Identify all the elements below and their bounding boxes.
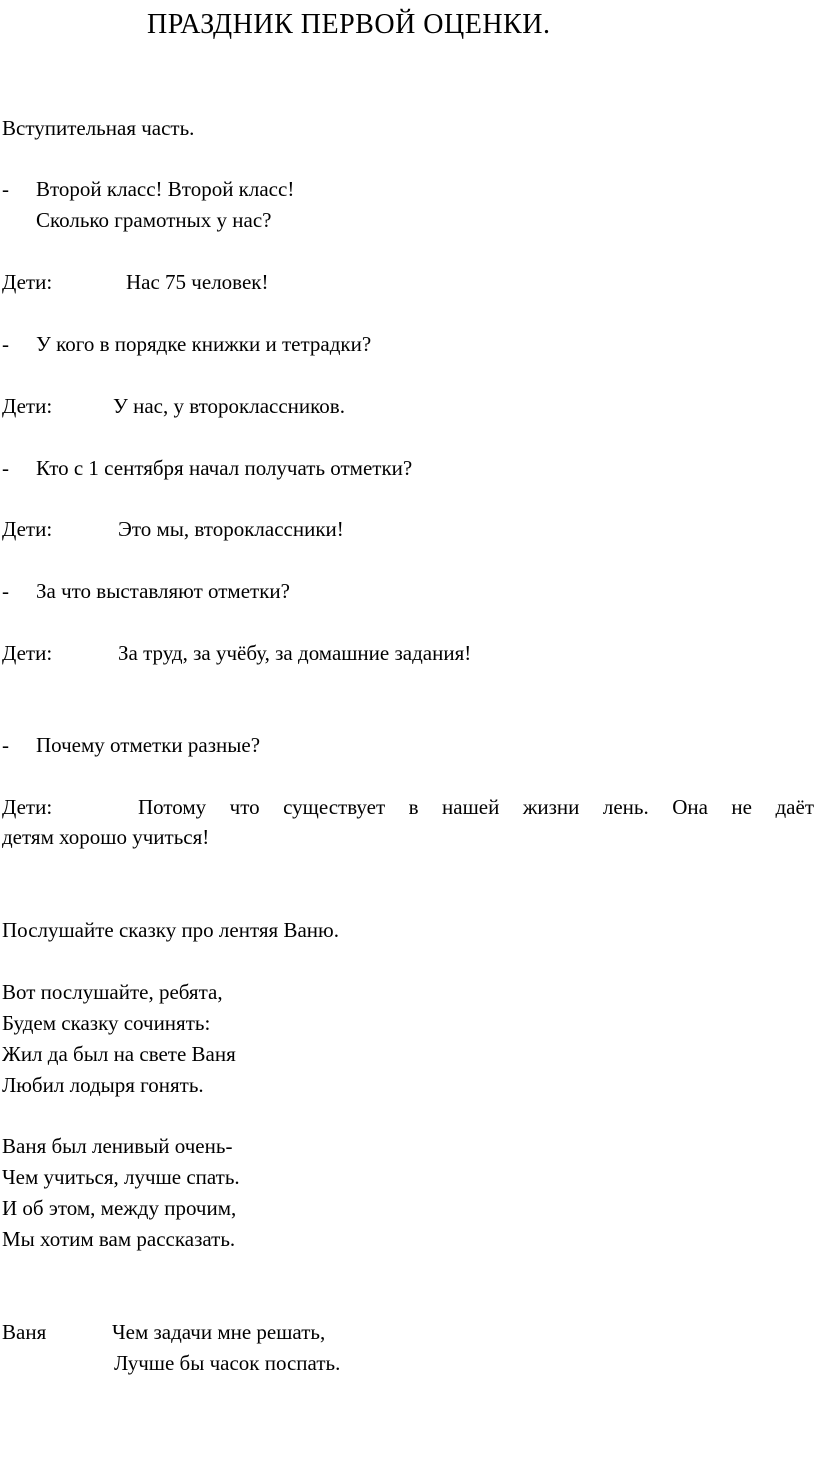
answer-3: Это мы, второклассники! xyxy=(118,517,344,541)
tale-intro: Послушайте сказку про лентяя Ваню. xyxy=(2,918,339,942)
dash-5: - xyxy=(2,733,9,757)
verse-1-line-2: Будем сказку сочинять: xyxy=(2,1011,211,1035)
children-label-5: Дети: xyxy=(2,795,53,819)
answer-5-line-2: детям хорошо учиться! xyxy=(2,825,210,849)
answer-5-line-1: Потому что существует в нашей жизни лень. Она не даёт xyxy=(138,795,814,819)
question-1-line-1: Второй класс! Второй класс! xyxy=(36,177,295,201)
vanya-line-2: Лучше бы часок поспать. xyxy=(114,1351,341,1375)
answer-1: Нас 75 человек! xyxy=(126,270,269,294)
dash-1: - xyxy=(2,177,9,201)
dash-4: - xyxy=(2,579,9,603)
verse-2-line-3: И об этом, между прочим, xyxy=(2,1196,237,1220)
dash-3: - xyxy=(2,456,9,480)
intro-heading: Вступительная часть. xyxy=(2,116,195,140)
verse-1-line-4: Любил лодыря гонять. xyxy=(2,1073,204,1097)
verse-2-line-4: Мы хотим вам рассказать. xyxy=(2,1227,236,1251)
vanya-label: Ваня xyxy=(2,1320,47,1344)
children-label-1: Дети: xyxy=(2,270,53,294)
children-label-2: Дети: xyxy=(2,394,53,418)
verse-2-line-1: Ваня был ленивый очень- xyxy=(2,1134,233,1158)
question-1-line-2: Сколько грамотных у нас? xyxy=(36,208,272,232)
verse-1-line-3: Жил да был на свете Ваня xyxy=(2,1042,236,1066)
answer-4: За труд, за учёбу, за домашние задания! xyxy=(118,641,472,665)
answer-2: У нас, у второклассников. xyxy=(113,394,345,418)
page-title: ПРАЗДНИК ПЕРВОЙ ОЦЕНКИ. xyxy=(147,9,551,40)
question-3: Кто с 1 сентября начал получать отметки? xyxy=(36,456,413,480)
children-label-4: Дети: xyxy=(2,641,53,665)
verse-1-line-1: Вот послушайте, ребята, xyxy=(2,980,223,1004)
dash-2: - xyxy=(2,332,9,356)
question-5: Почему отметки разные? xyxy=(36,733,261,757)
question-2: У кого в порядке книжки и тетрадки? xyxy=(36,332,372,356)
children-label-3: Дети: xyxy=(2,517,53,541)
question-4: За что выставляют отметки? xyxy=(36,579,290,603)
verse-2-line-2: Чем учиться, лучше спать. xyxy=(2,1165,240,1189)
vanya-line-1: Чем задачи мне решать, xyxy=(112,1320,326,1344)
